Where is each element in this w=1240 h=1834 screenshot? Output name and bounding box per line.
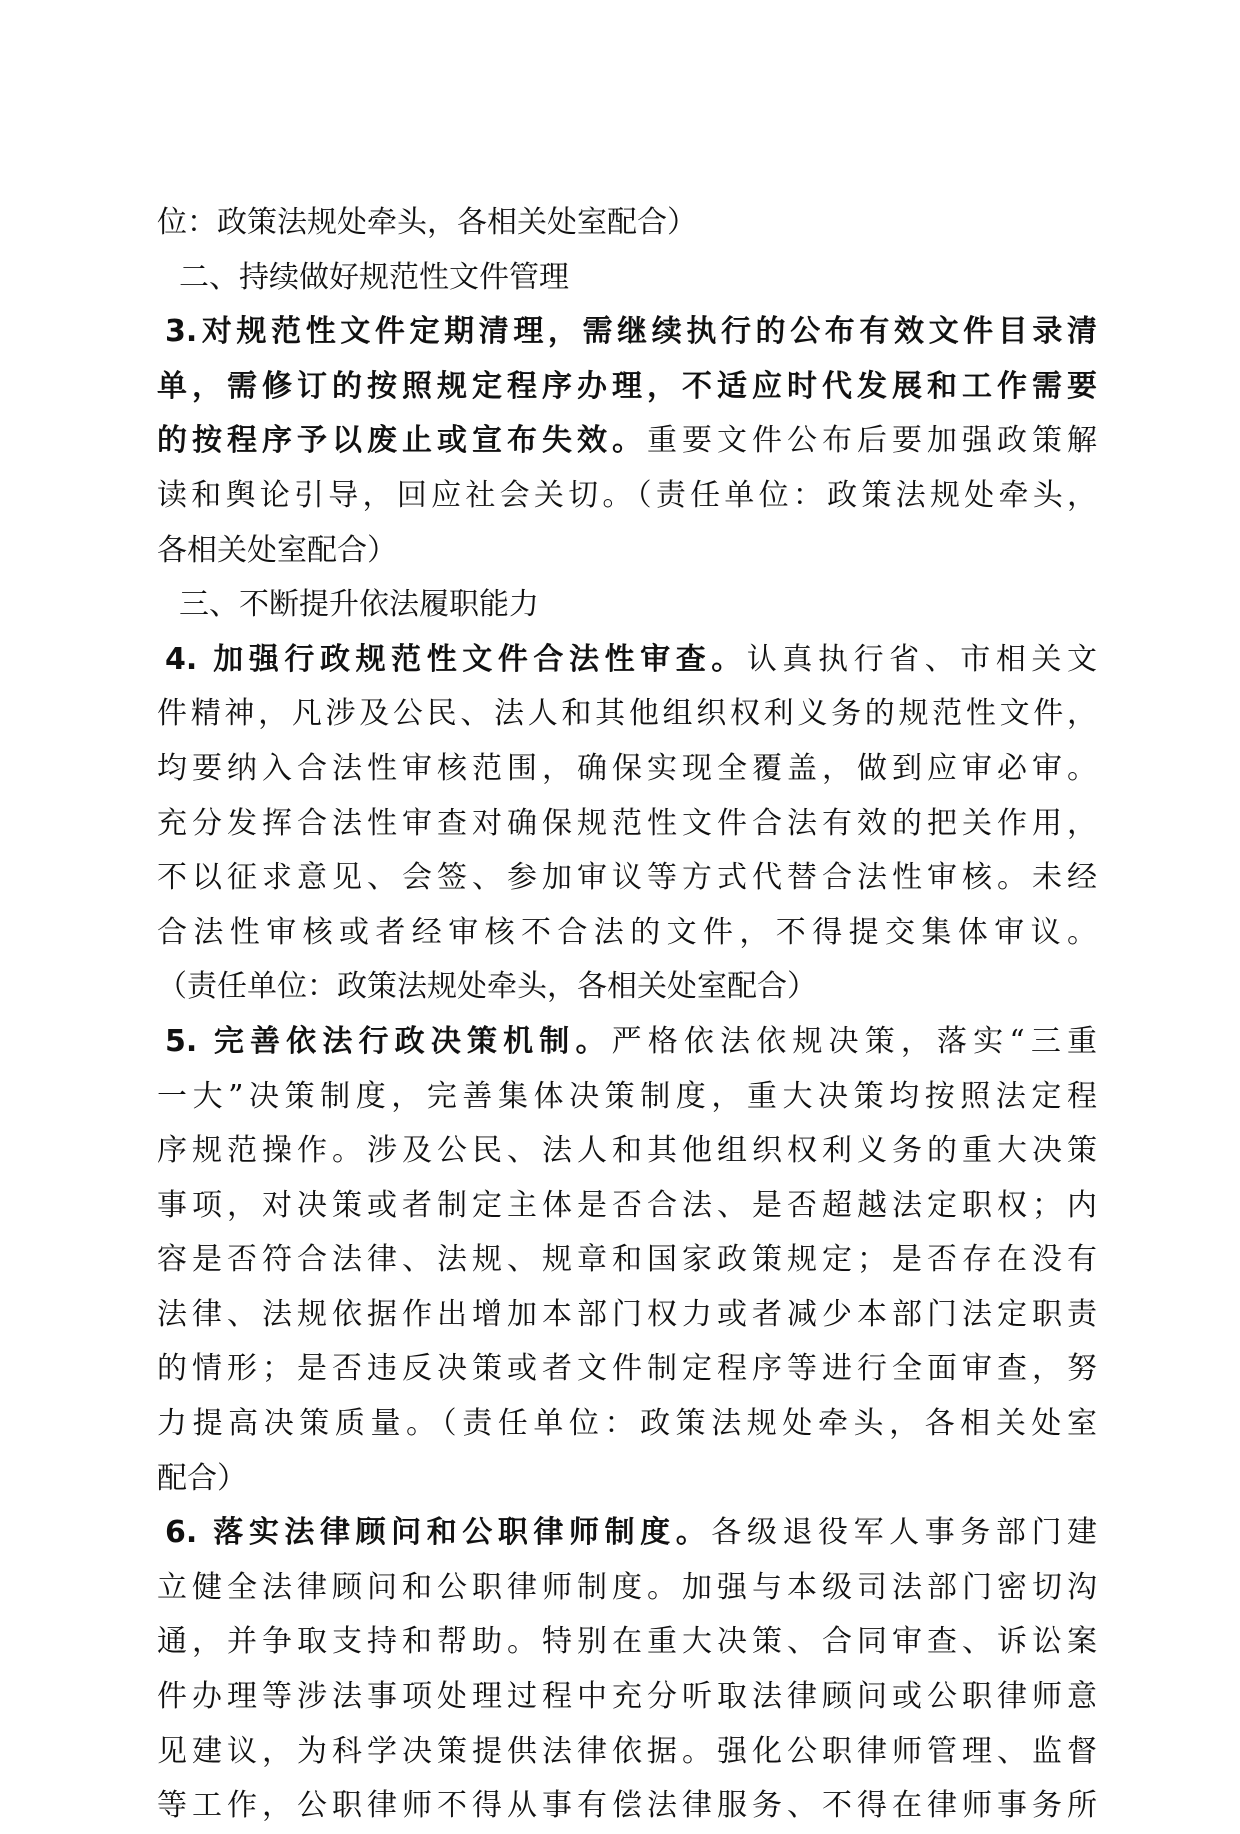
document-page	[157, 196, 1097, 1834]
body-text-line	[157, 906, 1097, 961]
line-text: 读和舆论引导，回应社会关切。（责任单位：政策法规处牵头，	[157, 477, 1097, 513]
body-text-line	[157, 469, 1097, 524]
line-text: 法律、法规依据作出增加本部门权力或者减少本部门法定职责	[157, 1296, 1097, 1332]
line-text: 不以征求意见、会签、参加审议等方式代替合法性审核。未经	[157, 860, 1097, 896]
line-text: 重要文件公布后要加强政策解	[647, 423, 1097, 459]
body-text-line	[157, 633, 1097, 688]
line-text: 序规范操作。涉及公民、法人和其他组织权利义务的重大决策	[157, 1133, 1097, 1169]
bold-lead-text: 6. 落实法律顾问和公职律师制度。	[165, 1515, 712, 1551]
bold-lead-text: 4. 加强行政规范性文件合法性审查。	[165, 641, 747, 677]
line-text: 等工作，公职律师不得从事有偿法律服务、不得在律师事务所	[157, 1788, 1097, 1824]
line-text: 各级退役军人事务部门建	[711, 1515, 1097, 1551]
line-text: 件精神，凡涉及公民、法人和其他组织权利义务的规范性文件，	[157, 696, 1097, 732]
line-text: 三、不断提升依法履职能力	[179, 587, 539, 623]
bold-lead-text: 单，需修订的按照规定程序办理，不适应时代发展和工作需要	[157, 368, 1097, 404]
line-text: 认真执行省、市相关文	[746, 641, 1097, 677]
line-text: 通，并争取支持和帮助。特别在重大决策、合同审查、诉讼案	[157, 1624, 1097, 1660]
bold-lead-text: 3.对规范性文件定期清理，需继续执行的公布有效文件目录清	[165, 314, 1097, 350]
body-text-line	[157, 1452, 1097, 1507]
line-text: 充分发挥合法性审查对确保规范性文件合法有效的把关作用，	[157, 805, 1097, 841]
line-text: 事项，对决策或者制定主体是否合法、是否超越法定职权；内	[157, 1187, 1097, 1223]
body-text-line	[157, 360, 1097, 415]
line-text: 配合）	[157, 1460, 247, 1496]
section-heading	[157, 578, 1097, 633]
body-text-line	[157, 524, 1097, 579]
line-text: 各相关处室配合）	[157, 532, 397, 568]
line-text: 严格依法依规决策，落实“三重	[611, 1023, 1097, 1059]
body-text-line	[157, 1779, 1097, 1834]
body-text-line	[157, 797, 1097, 852]
body-text-line	[157, 960, 1097, 1015]
body-text-line	[157, 851, 1097, 906]
body-text-line	[157, 1725, 1097, 1780]
line-text: 件办理等涉法事项处理过程中充分听取法律顾问或公职律师意	[157, 1679, 1097, 1715]
line-text: 立健全法律顾问和公职律师制度。加强与本级司法部门密切沟	[157, 1569, 1097, 1605]
line-text: 容是否符合法律、法规、规章和国家政策规定；是否存在没有	[157, 1242, 1097, 1278]
line-text: 的情形；是否违反决策或者文件制定程序等进行全面审查，努	[157, 1351, 1097, 1387]
line-text: 均要纳入合法性审核范围，确保实现全覆盖，做到应审必审。	[157, 750, 1097, 786]
body-text-line	[157, 196, 1097, 251]
body-text-line	[157, 1561, 1097, 1616]
line-text: 合法性审核或者经审核不合法的文件，不得提交集体审议。	[157, 914, 1097, 950]
bold-lead-text: 5. 完善依法行政决策机制。	[165, 1023, 612, 1059]
body-text-line	[157, 1615, 1097, 1670]
body-text-line	[157, 1070, 1097, 1125]
line-text: 位：政策法规处牵头，各相关处室配合）	[157, 205, 697, 240]
body-text-line	[157, 1233, 1097, 1288]
body-text-line	[157, 305, 1097, 360]
body-text-line	[157, 1342, 1097, 1397]
body-text-line	[157, 742, 1097, 797]
body-text-line	[157, 1397, 1097, 1452]
body-text-line	[157, 1124, 1097, 1179]
body-text-line	[157, 414, 1097, 469]
section-heading	[157, 251, 1097, 306]
body-text-line	[157, 1179, 1097, 1234]
body-text-line	[157, 1015, 1097, 1070]
body-text-line	[157, 687, 1097, 742]
body-text-line	[157, 1288, 1097, 1343]
line-text: 二、持续做好规范性文件管理	[179, 259, 569, 295]
line-text: 一大”决策制度，完善集体决策制度，重大决策均按照法定程	[157, 1078, 1097, 1114]
line-text: 力提高决策质量。（责任单位：政策法规处牵头，各相关处室	[157, 1406, 1097, 1442]
line-text: （责任单位：政策法规处牵头，各相关处室配合）	[157, 969, 817, 1005]
body-text-line	[157, 1670, 1097, 1725]
line-text: 见建议，为科学决策提供法律依据。强化公职律师管理、监督	[157, 1733, 1097, 1769]
bold-lead-text: 的按程序予以废止或宣布失效。	[157, 423, 647, 459]
body-text-line	[157, 1506, 1097, 1561]
